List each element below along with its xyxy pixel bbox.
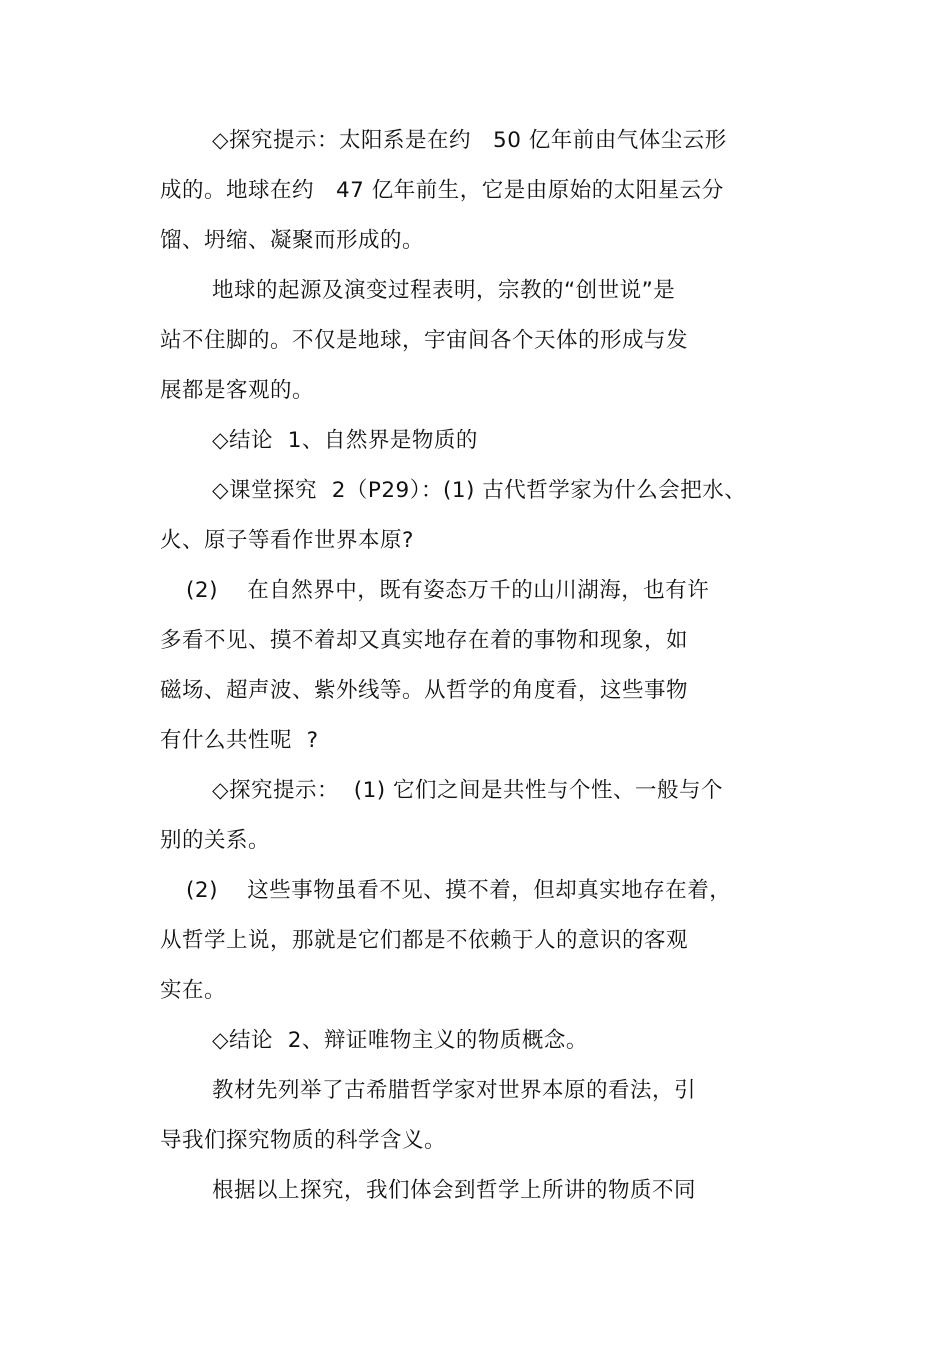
text-line: 从哲学上说，那就是它们都是不依赖于人的意识的客观 (160, 928, 689, 953)
text-line: 导我们探究物质的科学含义。 (160, 1128, 447, 1153)
text-line: ◇结论 1、自然界是物质的 (212, 428, 478, 453)
text-line: ◇课堂探究 2（P29）：(1) 古代哲学家为什么会把水、 (212, 478, 747, 503)
text-line: 地球的起源及演变过程表明，宗教的“创世说”是 (212, 278, 676, 303)
text-line: 磁场、超声波、紫外线等。从哲学的角度看，这些事物 (160, 678, 689, 703)
text-line: (2) 这些事物虽看不见、摸不着，但却真实地存在着， (186, 878, 732, 903)
text-line: 别的关系。 (160, 828, 271, 853)
text-line: 实在。 (160, 978, 227, 1003)
text-line: 教材先列举了古希腊哲学家对世界本原的看法，引 (212, 1078, 697, 1103)
text-line: 站不住脚的。不仅是地球，宇宙间各个天体的形成与发 (160, 328, 689, 353)
text-line: 火、原子等看作世界本原? (160, 528, 414, 553)
text-line: ◇结论 2、辩证唯物主义的物质概念。 (212, 1028, 588, 1053)
text-line: 根据以上探究，我们体会到哲学上所讲的物质不同 (212, 1178, 697, 1203)
text-line: (2) 在自然界中，既有姿态万千的山川湖海，也有许 (186, 578, 710, 603)
text-line: 多看不见、摸不着却又真实地存在着的事物和现象，如 (160, 628, 689, 653)
text-line: ◇探究提示： (1) 它们之间是共性与个性、一般与个 (212, 778, 723, 803)
text-line: 展都是客观的。 (160, 378, 315, 403)
text-line: ◇探究提示：太阳系是在约 50 亿年前由气体尘云形 (212, 128, 727, 153)
text-line: 成的。地球在约 47 亿年前生，它是由原始的太阳星云分 (160, 178, 724, 203)
text-line: 馏、坍缩、凝聚而形成的。 (160, 228, 425, 253)
text-line: 有什么共性呢 ? (160, 728, 319, 753)
